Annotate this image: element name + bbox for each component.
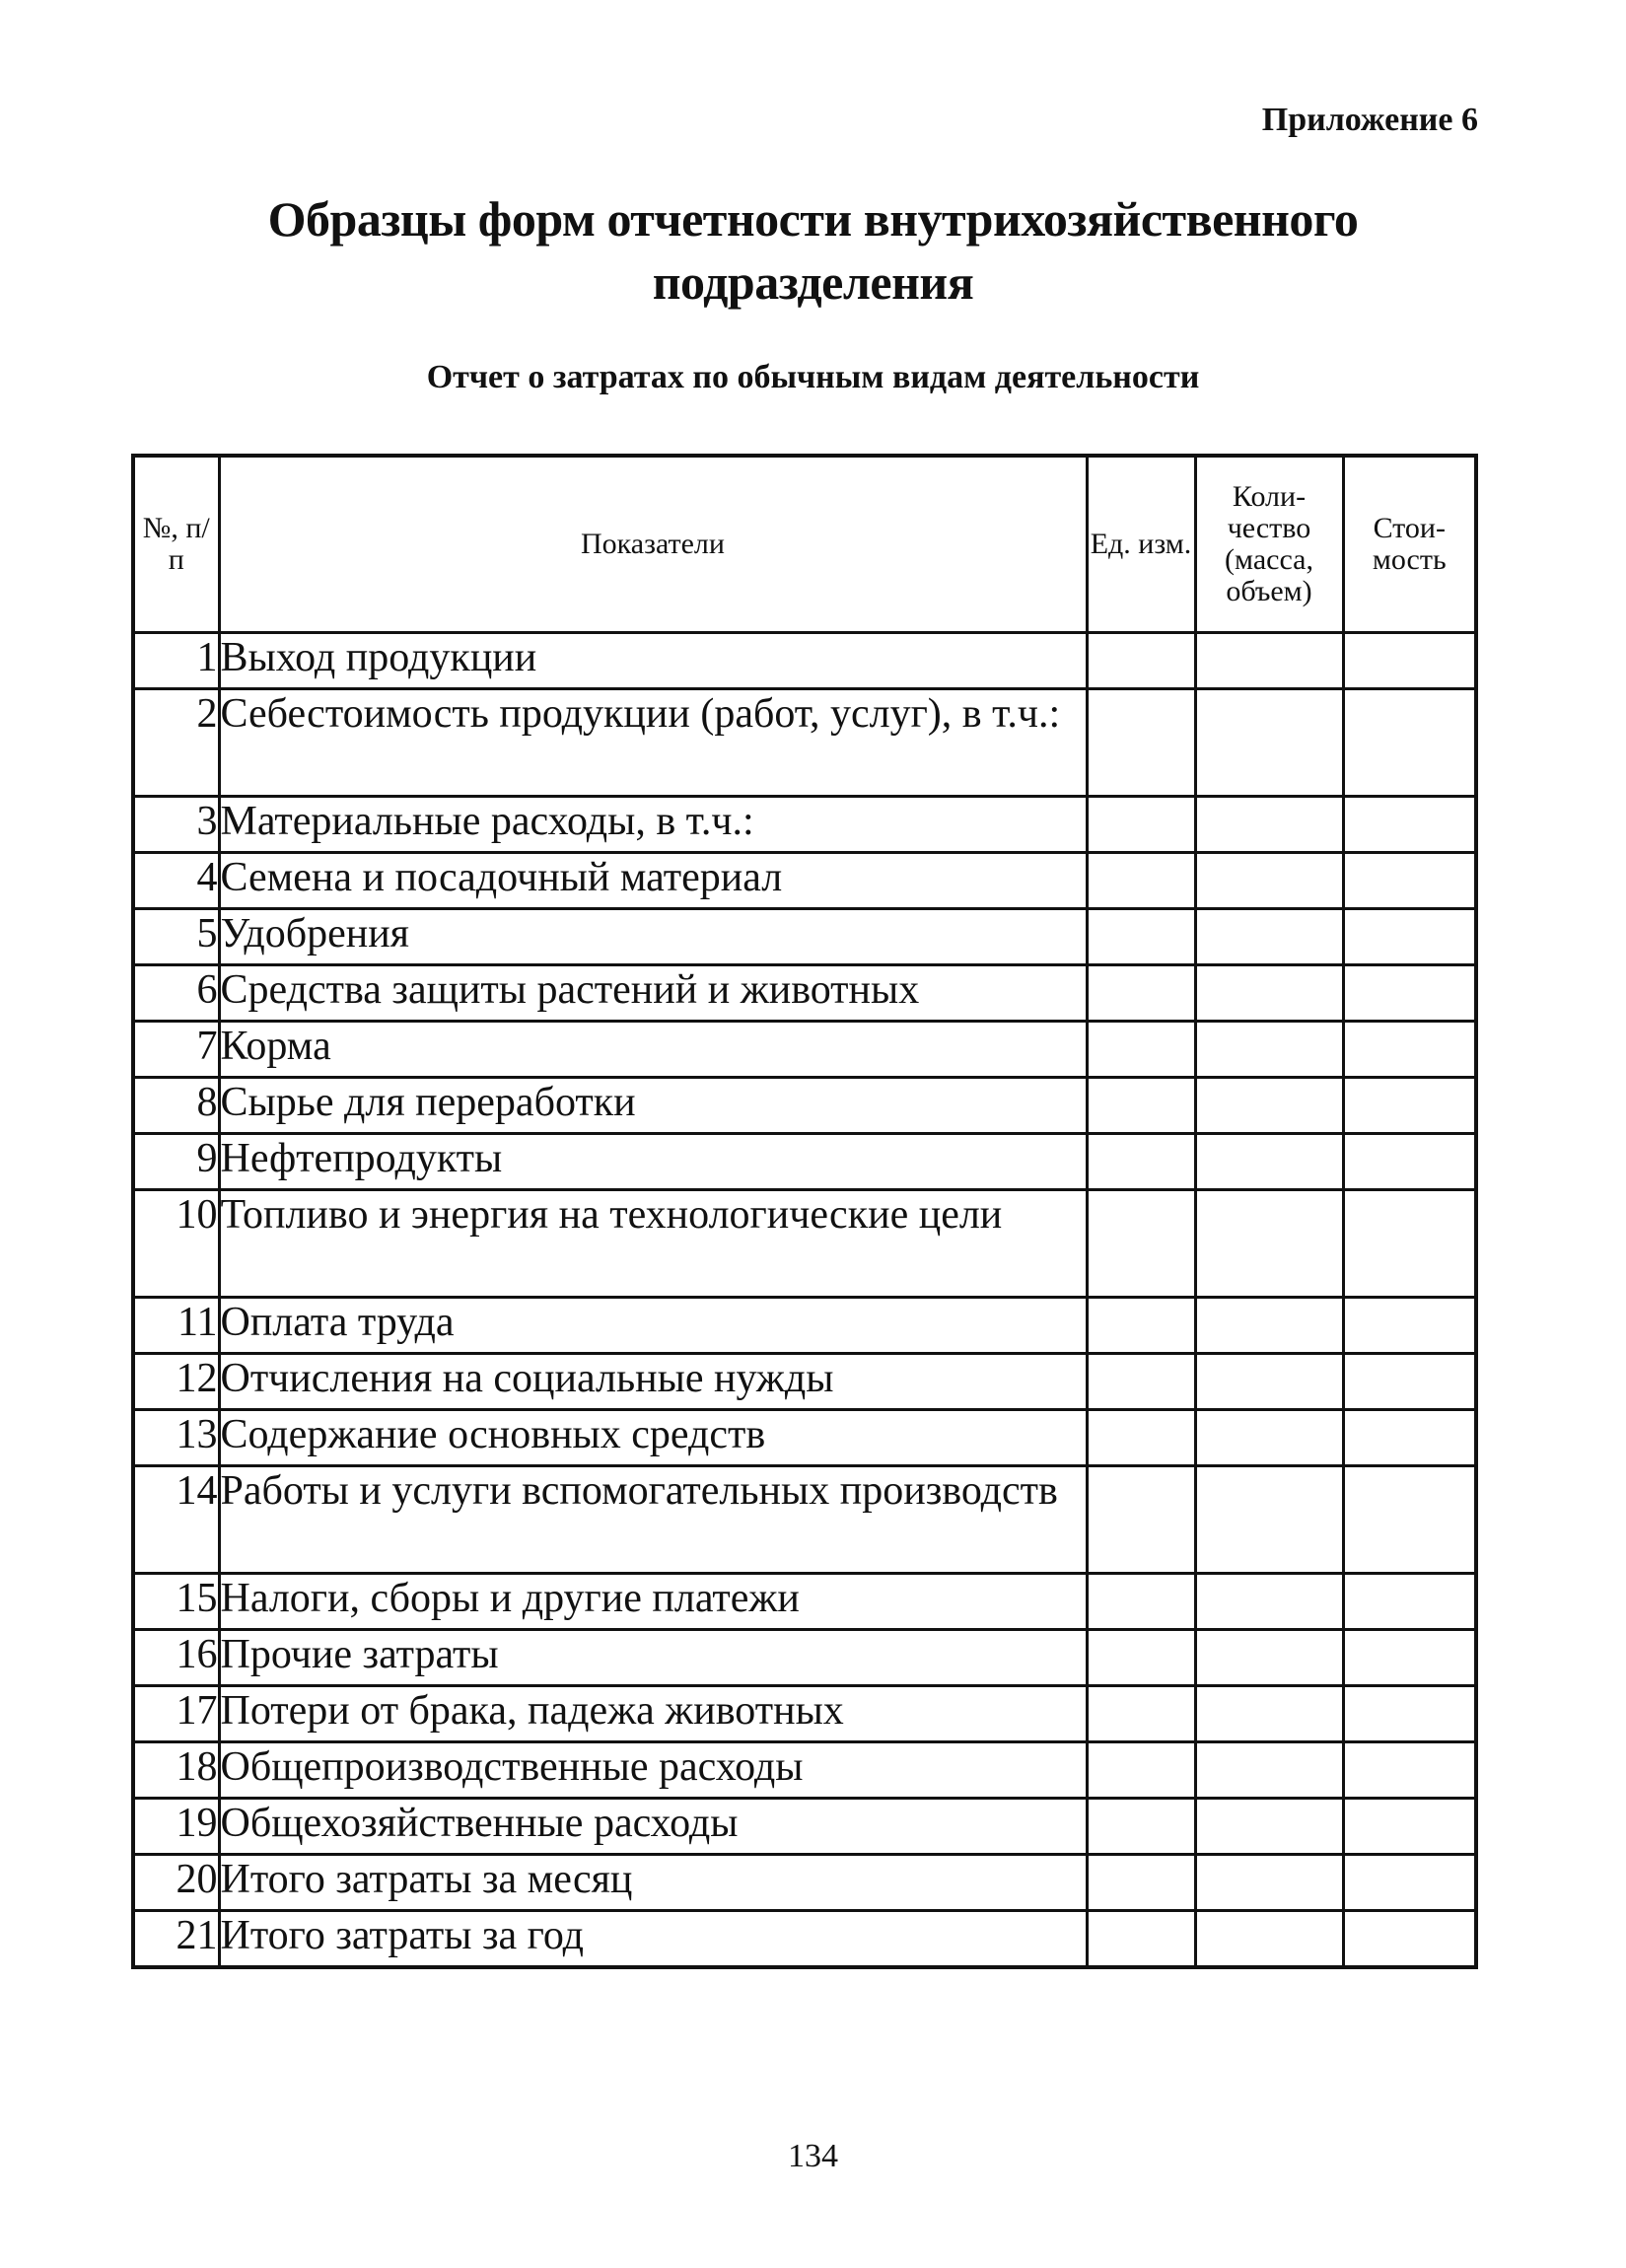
cost-cell [1343, 689, 1476, 797]
quantity-cell [1195, 1466, 1343, 1574]
header-indicators: Показатели [219, 456, 1087, 633]
row-number: 12 [133, 1354, 219, 1410]
row-number: 10 [133, 1190, 219, 1298]
unit-cell [1087, 1574, 1195, 1630]
cost-cell [1343, 1298, 1476, 1354]
cost-cell [1343, 965, 1476, 1022]
table-row [133, 1630, 1476, 1686]
cost-cell [1343, 909, 1476, 965]
appendix-label: Приложение 6 [1261, 102, 1478, 138]
table-row [133, 909, 1476, 965]
table-row [133, 1022, 1476, 1078]
header-unit: Ед. изм. [1087, 456, 1195, 633]
table-row [133, 1354, 1476, 1410]
cost-cell [1343, 1574, 1476, 1630]
quantity-cell [1195, 909, 1343, 965]
page-title-line-1: Образцы форм отчетности внутрихозяйственного [267, 191, 1359, 247]
unit-cell [1087, 909, 1195, 965]
cost-cell [1343, 797, 1476, 853]
row-number: 1 [133, 633, 219, 689]
unit-cell [1087, 1742, 1195, 1799]
quantity-cell [1195, 1410, 1343, 1466]
row-number: 3 [133, 797, 219, 853]
table-row [133, 1686, 1476, 1742]
quantity-cell [1195, 1686, 1343, 1742]
table-row [133, 633, 1476, 689]
unit-cell [1087, 1022, 1195, 1078]
cost-cell [1343, 1354, 1476, 1410]
unit-cell [1087, 1630, 1195, 1686]
header-quantity: Коли- чество (масса, объем) [1195, 456, 1343, 633]
row-indicator: Выход продукции [219, 633, 1087, 689]
row-indicator: Отчисления на социальные нужды [219, 1354, 1087, 1410]
table-row [133, 1134, 1476, 1190]
cost-cell [1343, 1911, 1476, 1968]
unit-cell [1087, 1354, 1195, 1410]
table-row [133, 1855, 1476, 1911]
row-indicator: Содержание основных средств [219, 1410, 1087, 1466]
unit-cell [1087, 1855, 1195, 1911]
page-title [0, 187, 1626, 314]
unit-cell [1087, 633, 1195, 689]
unit-cell [1087, 853, 1195, 909]
row-number: 8 [133, 1078, 219, 1134]
cost-cell [1343, 1078, 1476, 1134]
quantity-cell [1195, 965, 1343, 1022]
quantity-cell [1195, 1078, 1343, 1134]
unit-cell [1087, 689, 1195, 797]
quantity-cell [1195, 1855, 1343, 1911]
quantity-cell [1195, 797, 1343, 853]
quantity-cell [1195, 1190, 1343, 1298]
row-indicator: Оплата труда [219, 1298, 1087, 1354]
table-row [133, 1742, 1476, 1799]
row-number: 18 [133, 1742, 219, 1799]
row-indicator: Потери от брака, падежа животных [219, 1686, 1087, 1742]
cost-cell [1343, 1686, 1476, 1742]
unit-cell [1087, 1190, 1195, 1298]
unit-cell [1087, 1298, 1195, 1354]
cost-cell [1343, 633, 1476, 689]
row-number: 14 [133, 1466, 219, 1574]
row-indicator: Нефтепродукты [219, 1134, 1087, 1190]
page-number: 134 [788, 2138, 838, 2174]
row-number: 5 [133, 909, 219, 965]
table-row [133, 1190, 1476, 1298]
unit-cell [1087, 797, 1195, 853]
row-number: 2 [133, 689, 219, 797]
row-number: 11 [133, 1298, 219, 1354]
cost-cell [1343, 1022, 1476, 1078]
row-indicator: Общехозяйственные расходы [219, 1799, 1087, 1855]
header-num: №, п/п [133, 456, 219, 633]
row-number: 17 [133, 1686, 219, 1742]
row-indicator: Налоги, сборы и другие платежи [219, 1574, 1087, 1630]
row-indicator: Корма [219, 1022, 1087, 1078]
table-header-row [133, 456, 1476, 633]
cost-cell [1343, 853, 1476, 909]
row-indicator: Материальные расходы, в т.ч.: [219, 797, 1087, 853]
quantity-cell [1195, 1134, 1343, 1190]
quantity-cell [1195, 1742, 1343, 1799]
cost-cell [1343, 1134, 1476, 1190]
table-row [133, 1911, 1476, 1968]
page-title-line-2: подразделения [652, 254, 974, 310]
quantity-cell [1195, 1799, 1343, 1855]
unit-cell [1087, 1911, 1195, 1968]
row-indicator: Прочие затраты [219, 1630, 1087, 1686]
report-subtitle: Отчет о затратах по обычным видам деятельности [426, 359, 1200, 395]
row-indicator: Семена и посадочный материал [219, 853, 1087, 909]
quantity-cell [1195, 1022, 1343, 1078]
row-indicator: Итого затраты за год [219, 1911, 1087, 1968]
quantity-cell [1195, 633, 1343, 689]
table-row [133, 1298, 1476, 1354]
unit-cell [1087, 1686, 1195, 1742]
quantity-cell [1195, 1354, 1343, 1410]
unit-cell [1087, 1410, 1195, 1466]
row-number: 15 [133, 1574, 219, 1630]
quantity-cell [1195, 1630, 1343, 1686]
cost-cell [1343, 1466, 1476, 1574]
cost-cell [1343, 1855, 1476, 1911]
quantity-cell [1195, 1298, 1343, 1354]
table-row [133, 1410, 1476, 1466]
cost-cell [1343, 1799, 1476, 1855]
cost-cell [1343, 1630, 1476, 1686]
row-indicator: Себестоимость продукции (работ, услуг), в т.ч.: [219, 689, 1087, 797]
unit-cell [1087, 1799, 1195, 1855]
row-indicator: Средства защиты растений и животных [219, 965, 1087, 1022]
cost-report-table [131, 454, 1478, 1969]
table-row [133, 797, 1476, 853]
row-number: 7 [133, 1022, 219, 1078]
row-indicator: Удобрения [219, 909, 1087, 965]
table-row [133, 1574, 1476, 1630]
table-row [133, 853, 1476, 909]
unit-cell [1087, 965, 1195, 1022]
header-cost: Стои- мость [1343, 456, 1476, 633]
row-number: 6 [133, 965, 219, 1022]
cost-cell [1343, 1410, 1476, 1466]
quantity-cell [1195, 689, 1343, 797]
row-number: 21 [133, 1911, 219, 1968]
quantity-cell [1195, 1911, 1343, 1968]
table-row [133, 1799, 1476, 1855]
table-row [133, 965, 1476, 1022]
row-indicator: Топливо и энергия на технологические цели [219, 1190, 1087, 1298]
table-row [133, 689, 1476, 797]
row-indicator: Общепроизводственные расходы [219, 1742, 1087, 1799]
row-number: 16 [133, 1630, 219, 1686]
row-number: 4 [133, 853, 219, 909]
quantity-cell [1195, 1574, 1343, 1630]
unit-cell [1087, 1078, 1195, 1134]
table-row [133, 1078, 1476, 1134]
quantity-cell [1195, 853, 1343, 909]
unit-cell [1087, 1134, 1195, 1190]
row-indicator: Работы и услуги вспомогательных производств [219, 1466, 1087, 1574]
row-number: 9 [133, 1134, 219, 1190]
row-indicator: Итого затраты за месяц [219, 1855, 1087, 1911]
row-indicator: Сырье для переработки [219, 1078, 1087, 1134]
row-number: 13 [133, 1410, 219, 1466]
row-number: 20 [133, 1855, 219, 1911]
unit-cell [1087, 1466, 1195, 1574]
cost-cell [1343, 1190, 1476, 1298]
row-number: 19 [133, 1799, 219, 1855]
table-row [133, 1466, 1476, 1574]
cost-cell [1343, 1742, 1476, 1799]
